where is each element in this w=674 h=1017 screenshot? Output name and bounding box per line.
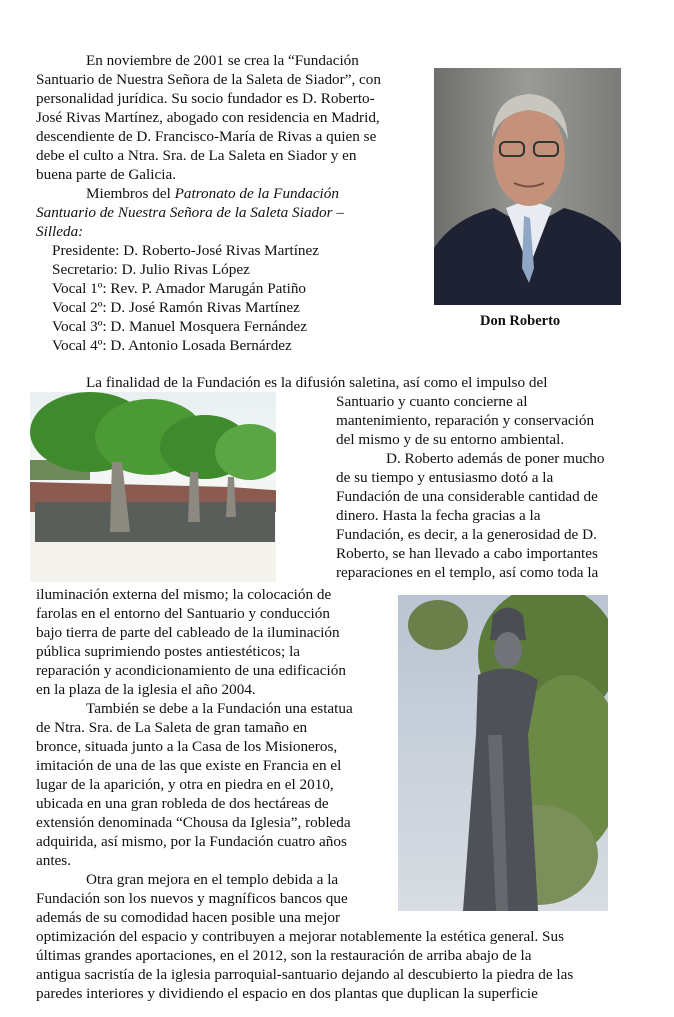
right-column-text <box>336 392 604 582</box>
right-column-line: dinero. Hasta la fecha gracias a la <box>336 507 541 524</box>
left-column-line: reparación y acondicionamiento de una edificación <box>36 662 346 679</box>
left-column-line: extensión denominada “Chousa da Iglesia”, robleda <box>36 814 351 831</box>
santuario-trees-photo <box>30 392 276 582</box>
left-column-text <box>36 585 353 927</box>
members-line: Vocal 3º: D. Manuel Mosquera Fernández <box>52 318 307 335</box>
patronato-italic-2: Santuario de Nuestra Señora de la Saleta Siador – <box>36 204 344 221</box>
statue-image <box>398 595 608 911</box>
left-column-line: además de su comodidad hacen posible una mejor <box>36 909 341 926</box>
left-column-line: antes. <box>36 852 72 869</box>
full-width-line: últimas grandes aportaciones, en el 2012, son la restauración de arriba abajo de la <box>36 947 532 964</box>
intro-paragraph <box>36 51 381 184</box>
right-column-line: reparaciones en el templo, así como toda la <box>336 564 599 581</box>
intro-line: En noviembre de 2001 se crea la “Fundación <box>86 52 359 69</box>
right-column-line: del mismo y de su entorno ambiental. <box>336 431 565 448</box>
right-column-line: Fundación de una considerable cantidad de <box>336 488 598 505</box>
left-column-line: Fundación son los nuevos y magníficos bancos que <box>36 890 348 907</box>
intro-line: personalidad jurídica. Su socio fundador es D. Roberto- <box>36 90 375 107</box>
full-width-line: optimización del espacio y contribuyen a mejorar notablemente la estética general. Sus <box>36 928 564 945</box>
right-column-line: mantenimiento, reparación y conservación <box>336 412 595 429</box>
right-column-line: Fundación, es decir, a la generosidad de D. <box>336 526 597 543</box>
right-column-line: D. Roberto además de poner mucho <box>386 450 605 467</box>
left-column-line: lugar de la aparición, y otra en piedra en el 2010, <box>36 776 334 793</box>
trees-image <box>30 392 276 582</box>
left-column-line: ubicada en una gran robleda de dos hectáreas de <box>36 795 329 812</box>
members-list <box>36 241 319 355</box>
finalidad-first-line: La finalidad de la Fundación es la difusión saletina, así como el impulso del <box>86 374 548 391</box>
intro-line: buena parte de Galicia. <box>36 166 176 183</box>
intro-line: descendiente de D. Francisco-María de Rivas a quien se <box>36 128 377 145</box>
right-column-line: de su tiempo y entusiasmo dotó a la <box>336 469 554 486</box>
full-width-line: antigua sacristía de la iglesia parroquial-santuario dejando al descubierto la piedra de las <box>36 966 574 983</box>
patronato-line-1 <box>36 184 344 203</box>
patronato-lead: Miembros del <box>86 185 175 202</box>
left-column-line: También se debe a la Fundación una estatua <box>86 700 353 717</box>
left-column-line: en la plaza de la iglesia el año 2004. <box>36 681 256 698</box>
left-column-line: bronce, situada junto a la Casa de los Misioneros, <box>36 738 338 755</box>
left-column-line: imitación de una de las que existe en Francia en el <box>36 757 342 774</box>
right-column-line: Santuario y cuanto concierne al <box>336 393 528 410</box>
right-column-line: Roberto, se han llevado a cabo importantes <box>336 545 598 562</box>
patronato-line-3 <box>36 222 344 241</box>
patronato-italic-3: Silleda: <box>36 223 84 240</box>
left-column-line: de Ntra. Sra. de La Saleta de gran tamaño en <box>36 719 308 736</box>
intro-line: José Rivas Martínez, abogado con residencia en Madrid, <box>36 109 380 126</box>
portrait-image <box>434 68 621 305</box>
left-column-line: iluminación externa del mismo; la colocación de <box>36 586 332 603</box>
portrait-photo-don-roberto <box>434 68 621 305</box>
left-column-line: farolas en el entorno del Santuario y conducción <box>36 605 330 622</box>
left-column-line: adquirida, así mismo, por la Fundación cuatro años <box>36 833 347 850</box>
left-column-line: pública suprimiendo postes antiestéticos; la <box>36 643 301 660</box>
members-line: Vocal 2º: D. José Ramón Rivas Martínez <box>52 299 300 316</box>
members-line: Presidente: D. Roberto-José Rivas Martínez <box>52 242 319 259</box>
patronato-italic-1: Patronato de la Fundación <box>174 185 339 202</box>
patronato-heading <box>36 184 344 241</box>
members-line: Vocal 1º: Rev. P. Amador Marugán Patiño <box>52 280 307 297</box>
left-column-line: bajo tierra de parte del cableado de la iluminación <box>36 624 340 641</box>
statue-photo <box>398 595 608 911</box>
portrait-caption: Don Roberto <box>480 313 561 329</box>
patronato-line-2 <box>36 203 344 222</box>
left-column-line: Otra gran mejora en el templo debida a la <box>86 871 339 888</box>
members-line: Secretario: D. Julio Rivas López <box>52 261 250 278</box>
full-width-text <box>36 927 573 1003</box>
full-width-line: paredes interiores y dividiendo el espacio en dos plantas que duplican la superficie <box>36 985 538 1002</box>
intro-line: debe el culto a Ntra. Sra. de La Saleta en Siador y en <box>36 147 357 164</box>
members-line: Vocal 4º: D. Antonio Losada Bernárdez <box>52 337 292 354</box>
intro-line: Santuario de Nuestra Señora de la Saleta de Siador”, con <box>36 71 381 88</box>
